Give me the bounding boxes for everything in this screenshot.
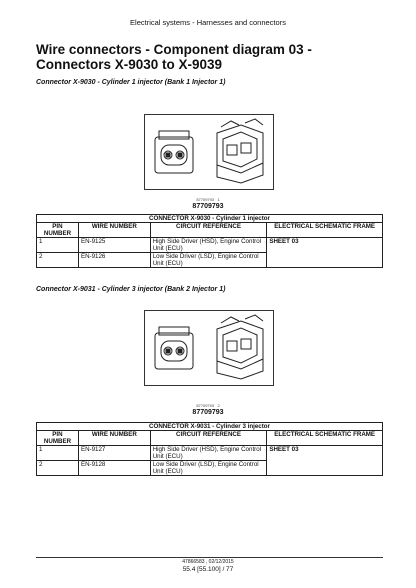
cell-pin: 1 bbox=[37, 238, 79, 253]
figure-code-text: 87709793 bbox=[196, 403, 215, 408]
col-frame: ELECTRICAL SCHEMATIC FRAME bbox=[267, 223, 383, 238]
col-pin: PIN NUMBER bbox=[37, 223, 79, 238]
footer-divider bbox=[36, 557, 383, 558]
cell-circuit: High Side Driver (HSD), Engine Control Unit (ECU) bbox=[150, 238, 267, 253]
connector-figure bbox=[144, 310, 274, 386]
figure-number: 87709793 bbox=[192, 203, 224, 210]
cell-circuit: High Side Driver (HSD), Engine Control Unit (ECU) bbox=[150, 446, 267, 461]
table-row bbox=[37, 446, 383, 461]
connector-drawing-icon bbox=[145, 311, 273, 385]
cell-pin: 1 bbox=[37, 446, 79, 461]
table-caption: CONNECTOR X-9031 - Cylinder 3 injector bbox=[37, 423, 383, 431]
connector-subtitle: Connector X-9031 - Cylinder 3 injector (Bank 2 Injector 1) bbox=[36, 286, 226, 293]
cell-wire: EN-9127 bbox=[78, 446, 150, 461]
page-title: Wire connectors - Component diagram 03 - Connectors X-9030 to X-9039 bbox=[36, 42, 312, 72]
connector-table bbox=[36, 422, 383, 476]
cell-frame: SHEET 03 bbox=[267, 446, 383, 476]
footer-doc: 47866583 , 02/12/2015 bbox=[182, 559, 234, 565]
cell-circuit: Low Side Driver (LSD), Engine Control Unit (ECU) bbox=[150, 253, 267, 268]
figure-code bbox=[0, 403, 416, 408]
col-wire: WIRE NUMBER bbox=[78, 223, 150, 238]
figure-code bbox=[0, 197, 416, 202]
table-row bbox=[37, 238, 383, 253]
table-caption: CONNECTOR X-9030 - Cylinder 1 injector bbox=[37, 215, 383, 223]
page-header: Electrical systems - Harnesses and connectors bbox=[130, 18, 286, 27]
cell-pin: 2 bbox=[37, 253, 79, 268]
cell-circuit: Low Side Driver (LSD), Engine Control Unit (ECU) bbox=[150, 461, 267, 476]
figure-code-text: 87709793 bbox=[196, 197, 215, 202]
cell-frame: SHEET 03 bbox=[267, 238, 383, 268]
connector-subtitle: Connector X-9030 - Cylinder 1 injector (Bank 1 Injector 1) bbox=[36, 79, 226, 86]
figure-number: 87709793 bbox=[192, 409, 224, 416]
figure-index: 1 bbox=[217, 197, 220, 202]
cell-wire: EN-9128 bbox=[78, 461, 150, 476]
cell-pin: 2 bbox=[37, 461, 79, 476]
connector-drawing-icon bbox=[145, 115, 273, 189]
col-wire: WIRE NUMBER bbox=[78, 431, 150, 446]
footer-page: 55.4 [55.100] / 77 bbox=[182, 566, 234, 573]
cell-wire: EN-9125 bbox=[78, 238, 150, 253]
figure-index: 2 bbox=[217, 403, 220, 408]
col-frame: ELECTRICAL SCHEMATIC FRAME bbox=[267, 431, 383, 446]
connector-table bbox=[36, 214, 383, 268]
col-circuit: CIRCUIT REFERENCE bbox=[150, 431, 267, 446]
col-pin: PIN NUMBER bbox=[37, 431, 79, 446]
col-circuit: CIRCUIT REFERENCE bbox=[150, 223, 267, 238]
connector-figure bbox=[144, 114, 274, 190]
cell-wire: EN-9126 bbox=[78, 253, 150, 268]
